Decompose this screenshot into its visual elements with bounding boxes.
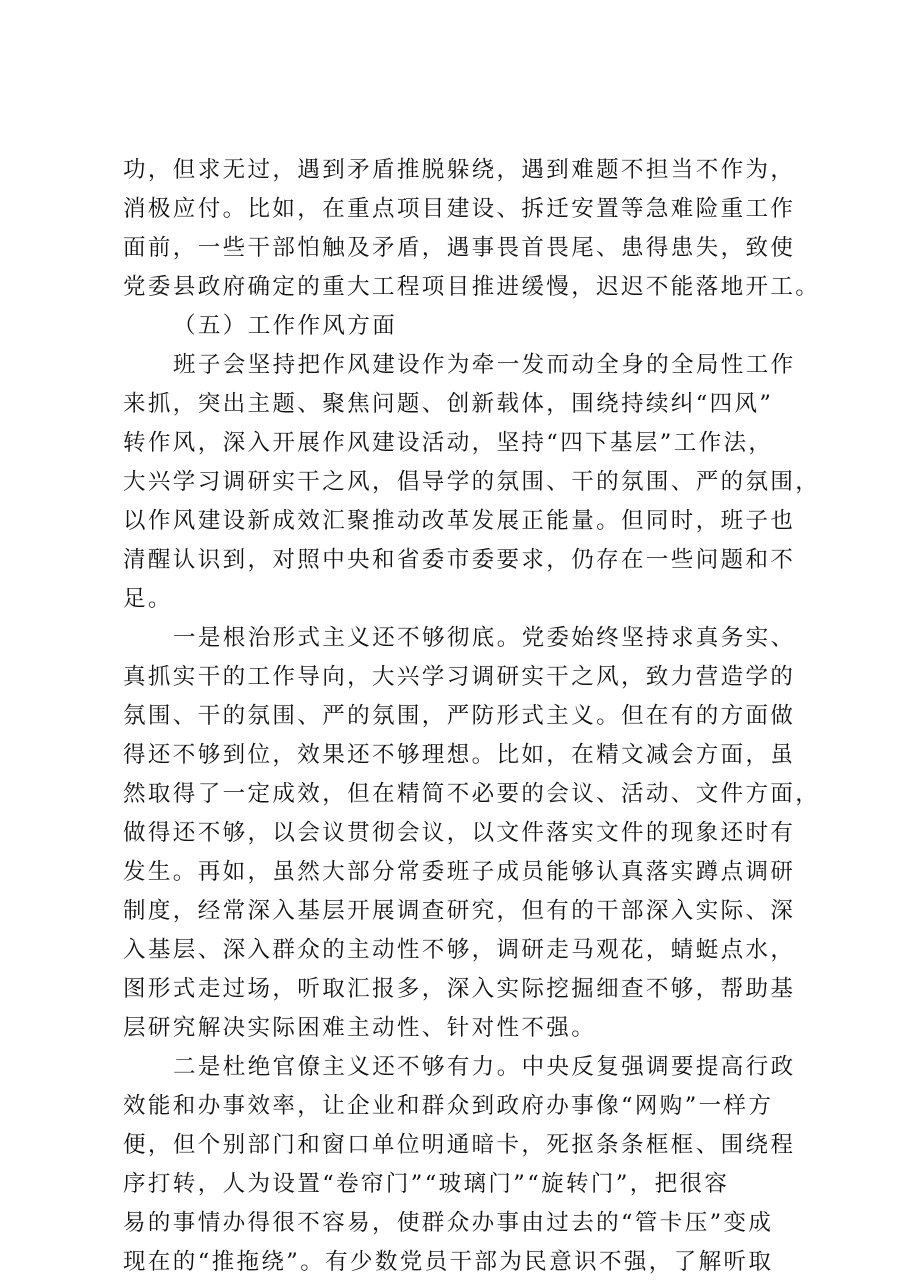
text-line: 效能和办事效率，让企业和群众到政府办事像“网购”一样方 (123, 1093, 774, 1119)
section-heading: （五）工作作风方面 (173, 313, 398, 339)
text-line: 便，但个别部门和窗口单位明通暗卡，死抠条条框框、围绕程 (123, 1132, 796, 1158)
text-line: 消极应付。比如，在重点项目建设、拆迁安置等急难险重工作 (123, 196, 796, 222)
text-line: 转作风，深入开展作风建设活动，坚持“四下基层”工作法， (123, 430, 774, 456)
text-line: 足。 (123, 586, 173, 612)
text-line: 图形式走过场，听取汇报多，深入实际挖掘细查不够，帮助基 (123, 976, 796, 1002)
text-line: 以作风建设新成效汇聚推动改革发展正能量。但同时，班子也 (123, 508, 796, 534)
text-line: 制度，经常深入基层开展调查研究，但有的干部深入实际、深 (123, 898, 796, 924)
text-line: 入基层、深入群众的主动性不够，调研走马观花，蜻蜓点水， (123, 937, 796, 963)
text-line: 然取得了一定成效，但在精简不必要的会议、活动、文件方面， (123, 781, 821, 807)
text-line: 面前，一些干部怕触及矛盾，遇事畏首畏尾、患得患失，致使 (123, 235, 796, 261)
text-line: 党委县政府确定的重大工程项目推进缓慢，迟迟不能落地开工。 (123, 274, 821, 300)
text-line: 功，但求无过，遇到矛盾推脱躲绕，遇到难题不担当不作为， (123, 157, 796, 183)
text-line: 现在的“推拖绕”。有少数党员干部为民意识不强，了解听取 (123, 1249, 774, 1275)
text-line: 发生。再如，虽然大部分常委班子成员能够认真落实蹲点调研 (123, 859, 796, 885)
text-line: 大兴学习调研实干之风，倡导学的氛围、干的氛围、严的氛围， (123, 469, 821, 495)
text-line: 序打转，人为设置“卷帘门”“玻璃门”“旋转门”，把很容 (123, 1171, 730, 1197)
text-line: 来抓，突出主题、聚焦问题、创新载体，围绕持续纠“四风” (123, 391, 774, 417)
text-line: 易的事情办得很不容易，使群众办事由过去的“管卡压”变成 (123, 1210, 774, 1236)
text-line: 清醒认识到，对照中央和省委市委要求，仍存在一些问题和不 (123, 547, 796, 573)
text-line: 真抓实干的工作导向，大兴学习调研实干之风，致力营造学的 (123, 664, 796, 690)
text-line: 层研究解决实际困难主动性、针对性不强。 (123, 1015, 597, 1041)
text-line: 做得还不够，以会议贯彻会议，以文件落实文件的现象还时有 (123, 820, 796, 846)
text-line: 得还不够到位，效果还不够理想。比如，在精文减会方面，虽 (123, 742, 796, 768)
text-line: 氛围、干的氛围、严的氛围，严防形式主义。但在有的方面做 (123, 703, 796, 729)
text-line: 二是杜绝官僚主义还不够有力。中央反复强调要提高行政 (173, 1054, 796, 1080)
text-line: 一是根治形式主义还不够彻底。党委始终坚持求真务实、 (173, 625, 796, 651)
text-line: 班子会坚持把作风建设作为牵一发而动全身的全局性工作 (173, 352, 796, 378)
